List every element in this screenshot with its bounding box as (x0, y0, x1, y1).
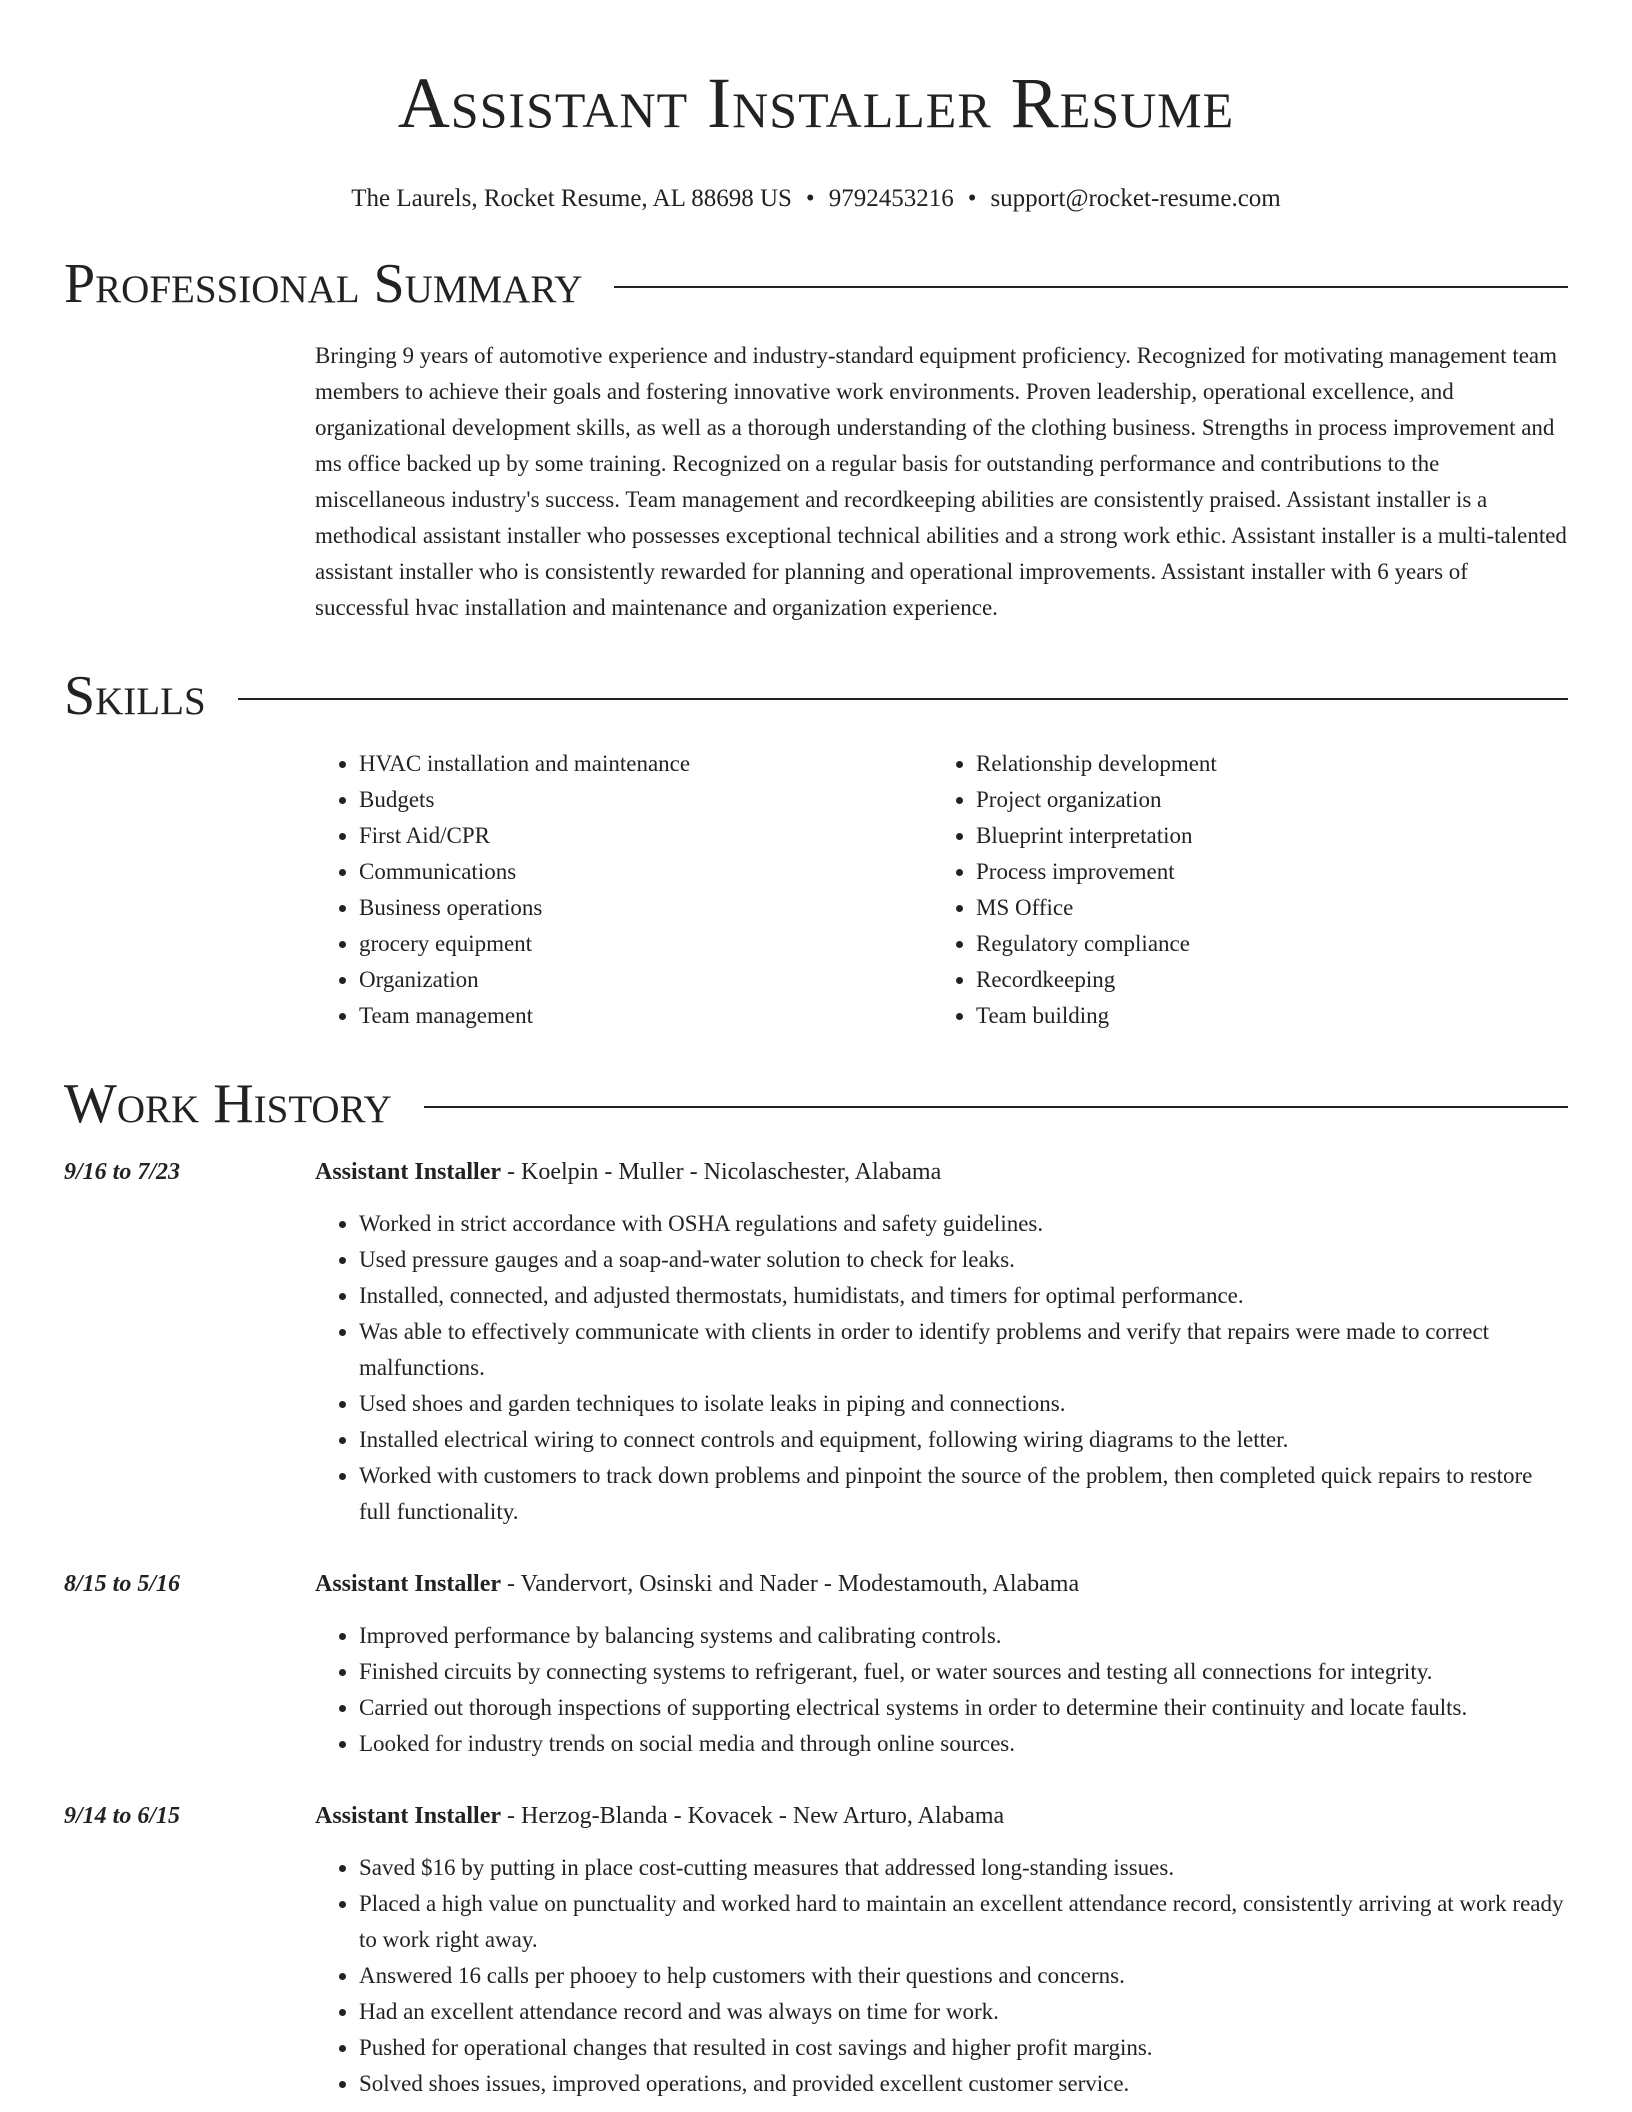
skill-item: • MS Office (976, 890, 1549, 926)
job-title-line (315, 1154, 1568, 1190)
job-body (315, 1798, 1568, 2102)
skill-item: • Project organization (976, 782, 1549, 818)
skill-item: • Team building (976, 998, 1549, 1034)
skills-columns (315, 746, 1568, 1034)
job-bullet: • Solved shoes issues, improved operations, and provided excellent customer service. (359, 2066, 1568, 2102)
job-bullets (315, 1850, 1568, 2102)
job-bullet: • Improved performance by balancing systems and calibrating controls. (359, 1618, 1568, 1654)
section-header (64, 1072, 1568, 1136)
job-bullet: • Worked with customers to track down problems and pinpoint the source of the problem, then completed quick repairs to restore full functionality. (359, 1458, 1568, 1530)
job-bullet: • Had an excellent attendance record and was always on time for work. (359, 1994, 1568, 2030)
section-header (64, 252, 1568, 316)
job-bullet: • Worked in strict accordance with OSHA regulations and safety guidelines. (359, 1206, 1568, 1242)
job-bullet: • Saved $16 by putting in place cost-cutting measures that addressed long-standing issues. (359, 1850, 1568, 1886)
work-history-section (64, 1072, 1568, 2102)
job-body (315, 1566, 1568, 1762)
section-heading: Work History (64, 1073, 392, 1135)
skill-item: • Business operations (359, 890, 932, 926)
job-bullet: • Finished circuits by connecting systems to refrigerant, fuel, or water sources and testing all connections for integrity. (359, 1654, 1568, 1690)
skills-section (64, 664, 1568, 1034)
skill-item: • First Aid/CPR (359, 818, 932, 854)
section-rule (614, 286, 1568, 288)
job-bullets (315, 1618, 1568, 1762)
contact-separator: • (967, 185, 977, 212)
job-bullet: • Answered 16 calls per phooey to help customers with their questions and concerns. (359, 1958, 1568, 1994)
job-dates: 9/16 to 7/23 (64, 1159, 181, 1185)
skill-item: • Communications (359, 854, 932, 890)
contact-address: The Laurels, Rocket Resume, AL 88698 US (351, 185, 792, 212)
job-entry (64, 1154, 1568, 1530)
section-heading: Professional Summary (64, 253, 583, 315)
job-entry (64, 1798, 1568, 2102)
skill-item: • Organization (359, 962, 932, 998)
job-bullet: • Pushed for operational changes that resulted in cost savings and higher profit margins. (359, 2030, 1568, 2066)
section-header (64, 664, 1568, 728)
job-entry (64, 1566, 1568, 1762)
professional-summary-section (64, 252, 1568, 626)
section-rule (238, 698, 1568, 700)
skill-item: • Recordkeeping (976, 962, 1549, 998)
section-heading: Skills (64, 665, 206, 727)
job-bullet: • Placed a high value on punctuality and worked hard to maintain an excellent attendance record, consistently arriving at work ready to work right away. (359, 1886, 1568, 1958)
job-bullet: • Installed electrical wiring to connect controls and equipment, following wiring diagrams to the letter. (359, 1422, 1568, 1458)
contact-line (64, 184, 1568, 214)
contact-email: support@rocket-resume.com (990, 185, 1281, 212)
contact-phone: 9792453216 (828, 185, 954, 212)
skill-item: • Team management (359, 998, 932, 1034)
contact-separator: • (805, 185, 815, 212)
job-bullet: • Used shoes and garden techniques to isolate leaks in piping and connections. (359, 1386, 1568, 1422)
job-title: Assistant Installer (315, 1159, 502, 1185)
job-title-line (315, 1566, 1568, 1602)
job-employer: - Vandervort, Osinski and Nader - Modestamouth, Alabama (501, 1571, 1080, 1597)
skill-item: • Budgets (359, 782, 932, 818)
skill-item: • HVAC installation and maintenance (359, 746, 932, 782)
job-employer: - Herzog-Blanda - Kovacek - New Arturo, Alabama (501, 1803, 1005, 1829)
job-body (315, 1154, 1568, 1530)
job-bullet: • Looked for industry trends on social media and through online sources. (359, 1726, 1568, 1762)
job-bullet: • Was able to effectively communicate with clients in order to identify problems and verify that repairs were made to correct malfunctions. (359, 1314, 1568, 1386)
summary-text: Bringing 9 years of automotive experience and industry-standard equipment proficiency. Recognized for motivating management team members to achieve their goals and fostering innovative work environments. Proven leadership, operational excellence, and organizational development skills, as well as a thorough understanding of the clothing business. Strengths in process improvement and ms office backed up by some training. Recognized on a regular basis for outstanding performance and contributions to the miscellaneous industry's success. Team management and recordkeeping abilities are consistently praised. Assistant installer is a methodical assistant installer who possesses exceptional technical abilities and a strong work ethic. Assistant installer is a multi-talented assistant installer who is consistently rewarded for planning and operational improvements. Assistant installer with 6 years of successful hvac installation and maintenance and organization experience. (315, 343, 1567, 620)
resume-title: Assistant Installer Resume (397, 63, 1235, 143)
job-bullet: • Carried out thorough inspections of supporting electrical systems in order to determine their continuity and locate faults. (359, 1690, 1568, 1726)
skill-item: • Blueprint interpretation (976, 818, 1549, 854)
section-rule (424, 1106, 1568, 1108)
skill-item: • Process improvement (976, 854, 1549, 890)
job-title: Assistant Installer (315, 1571, 502, 1597)
job-bullet: • Used pressure gauges and a soap-and-water solution to check for leaks. (359, 1242, 1568, 1278)
job-dates: 8/15 to 5/16 (64, 1571, 181, 1597)
job-dates: 9/14 to 6/15 (64, 1803, 181, 1829)
job-title: Assistant Installer (315, 1803, 502, 1829)
job-employer: - Koelpin - Muller - Nicolaschester, Alabama (501, 1159, 942, 1185)
skills-list-right (932, 746, 1549, 1034)
skills-list-left (315, 746, 932, 1034)
skill-item: • Relationship development (976, 746, 1549, 782)
skill-item: • grocery equipment (359, 926, 932, 962)
skill-item: • Regulatory compliance (976, 926, 1549, 962)
job-bullets (315, 1206, 1568, 1530)
job-bullet: • Installed, connected, and adjusted thermostats, humidistats, and timers for optimal performance. (359, 1278, 1568, 1314)
job-title-line (315, 1798, 1568, 1834)
